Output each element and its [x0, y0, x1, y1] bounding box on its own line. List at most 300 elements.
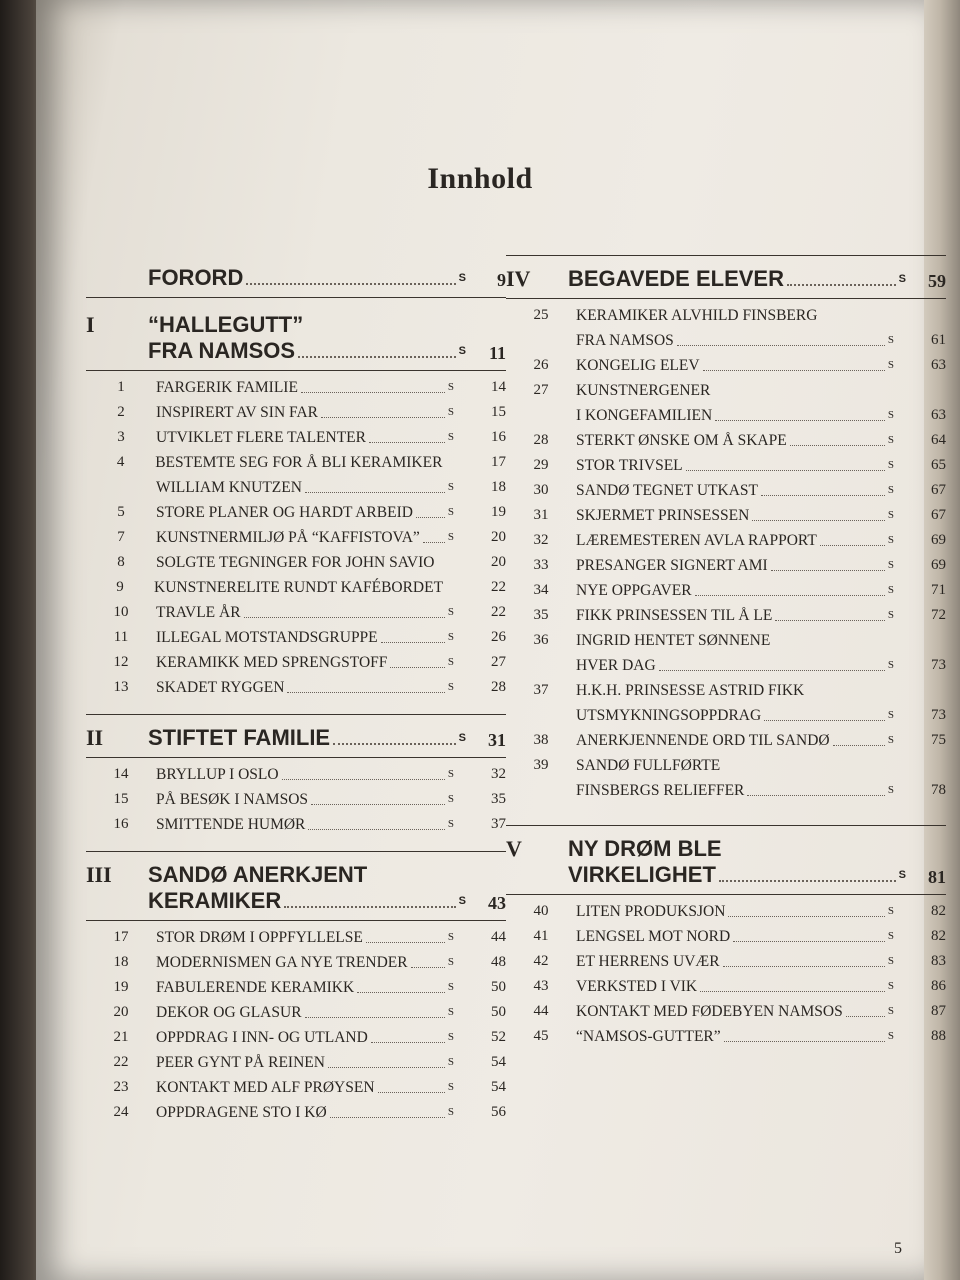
chapter-entry — [86, 625, 506, 650]
section-roman-numeral: IV — [506, 266, 531, 291]
chapter-number: 40 — [533, 903, 549, 919]
leader-dots — [846, 1016, 885, 1017]
chapter-page-number: 63 — [931, 407, 946, 423]
section-roman-numeral: II — [86, 725, 104, 750]
leader-dots — [719, 880, 896, 882]
chapter-number: 2 — [117, 404, 125, 420]
section-title — [148, 862, 480, 914]
leader-dots — [301, 392, 445, 393]
section-header — [86, 714, 506, 758]
leader-dots — [298, 356, 456, 358]
chapter-title: OPPDRAG I INN- OG UTLAND — [156, 1029, 368, 1046]
leader-dots — [686, 470, 885, 471]
leader-dots — [378, 1092, 445, 1093]
section-roman-numeral: V — [506, 836, 522, 861]
chapter-number: 29 — [533, 457, 549, 473]
chapter-page-number: 18 — [491, 479, 506, 495]
chapter-entry-line — [506, 703, 946, 728]
leader-dots — [771, 570, 885, 571]
chapter-title: KERAMIKK MED SPRENGSTOFF — [156, 654, 388, 671]
chapter-number: 10 — [113, 604, 129, 620]
page-abbrev: S — [887, 709, 894, 721]
chapter-entry — [86, 762, 506, 787]
chapter-number: 16 — [113, 816, 129, 832]
chapter-entry — [86, 975, 506, 1000]
chapter-number: 45 — [533, 1028, 549, 1044]
leader-dots — [246, 283, 455, 285]
chapter-number: 20 — [113, 1004, 129, 1020]
chapter-page-number: 44 — [491, 929, 506, 945]
leader-dots — [695, 595, 885, 596]
leader-dots — [677, 345, 885, 346]
page-abbrev: S — [447, 818, 454, 830]
chapter-title: BESTEMTE SEG FOR Å BLI KERAMIKER — [155, 454, 443, 471]
leader-dots — [659, 670, 885, 671]
chapter-title: FINSBERGS RELIEFFER — [576, 782, 745, 799]
chapter-entry — [506, 353, 946, 378]
leader-dots — [284, 906, 455, 908]
chapter-title: BRYLLUP I OSLO — [156, 766, 279, 783]
chapter-number: 41 — [533, 928, 549, 944]
chapter-number: 1 — [117, 379, 125, 395]
page-abbrev: S — [887, 534, 894, 546]
chapter-page-number: 63 — [931, 357, 946, 373]
chapter-entry — [506, 999, 946, 1024]
section-title-line — [148, 888, 480, 914]
chapter-entry — [86, 1000, 506, 1025]
section-page-number: 43 — [488, 893, 506, 913]
chapter-title: SANDØ FULLFØRTE — [576, 757, 721, 774]
chapter-entry — [86, 787, 506, 812]
chapter-title: KONGELIG ELEV — [576, 357, 700, 374]
section-title-text: KERAMIKER — [148, 888, 282, 913]
chapter-number: 8 — [117, 554, 125, 570]
chapter-title: LITEN PRODUKSJON — [576, 903, 726, 920]
chapter-page-number: 73 — [931, 707, 946, 723]
page-abbrev: S — [458, 895, 466, 907]
leader-dots — [723, 966, 885, 967]
chapter-title: FIKK PRINSESSEN TIL Å LE — [576, 607, 773, 624]
chapter-entry — [86, 675, 506, 700]
chapter-page-number: 82 — [931, 928, 946, 944]
chapter-title: FRA NAMSOS — [576, 332, 674, 349]
page-abbrev: S — [887, 334, 894, 346]
chapter-title: SKJERMET PRINSESSEN — [576, 507, 750, 524]
chapter-page-number: 83 — [931, 953, 946, 969]
chapter-title: H.K.H. PRINSESSE ASTRID FIKK — [576, 682, 805, 699]
leader-dots — [308, 829, 444, 830]
section-header — [86, 851, 506, 921]
chapter-entry — [86, 550, 506, 575]
chapter-number: 15 — [113, 791, 129, 807]
leader-dots — [728, 916, 884, 917]
chapter-list — [86, 758, 506, 837]
page-abbrev: S — [887, 584, 894, 596]
chapter-entry-line — [506, 403, 946, 428]
chapter-number: 28 — [533, 432, 549, 448]
chapter-page-number: 16 — [491, 429, 506, 445]
leader-dots — [747, 795, 884, 796]
section-title — [568, 836, 920, 888]
chapter-entry — [86, 450, 506, 475]
chapter-entry — [86, 1025, 506, 1050]
leader-dots — [790, 445, 885, 446]
chapter-page-number: 27 — [491, 654, 506, 670]
chapter-page-number: 78 — [931, 782, 946, 798]
chapter-page-number: 64 — [931, 432, 946, 448]
section-title — [568, 266, 920, 292]
leader-dots — [416, 517, 445, 518]
section-title-line — [568, 862, 920, 888]
chapter-title: “NAMSOS-GUTTER” — [576, 1028, 721, 1045]
book-page — [36, 0, 946, 1280]
chapter-title: MODERNISMEN GA NYE TRENDER — [156, 954, 408, 971]
chapter-number: 13 — [113, 679, 129, 695]
chapter-title: KONTAKT MED FØDEBYEN NAMSOS — [576, 1003, 843, 1020]
chapter-number: 23 — [113, 1079, 129, 1095]
chapter-title: KUNSTNERMILJØ PÅ “KAFFISTOVA” — [156, 529, 420, 546]
chapter-entry — [506, 553, 946, 578]
chapter-page-number: 35 — [491, 791, 506, 807]
chapter-entry — [506, 578, 946, 603]
chapter-entry — [86, 600, 506, 625]
section-roman-numeral: I — [86, 312, 95, 337]
page-abbrev: S — [887, 509, 894, 521]
chapter-entry — [506, 628, 946, 678]
chapter-page-number: 86 — [931, 978, 946, 994]
chapter-title: STOR DRØM I OPPFYLLELSE — [156, 929, 363, 946]
chapter-title: I KONGEFAMILIEN — [576, 407, 713, 424]
leader-dots — [820, 545, 885, 546]
chapter-title: INGRID HENTET SØNNENE — [576, 632, 771, 649]
chapter-page-number: 22 — [491, 579, 506, 595]
chapter-page-number: 17 — [491, 454, 506, 470]
chapter-page-number: 69 — [931, 557, 946, 573]
chapter-number: 22 — [113, 1054, 129, 1070]
page-abbrev: S — [447, 768, 454, 780]
chapter-number: 39 — [533, 757, 549, 773]
chapter-entry — [86, 950, 506, 975]
chapter-title: SOLGTE TEGNINGER FOR JOHN SAVIO — [156, 554, 435, 571]
chapter-page-number: 88 — [931, 1028, 946, 1044]
chapter-entry — [86, 650, 506, 675]
chapter-entry — [506, 949, 946, 974]
chapter-number: 4 — [116, 454, 125, 470]
chapter-title: VERKSTED I VIK — [576, 978, 698, 995]
chapter-entry — [86, 1075, 506, 1100]
chapter-number: 17 — [113, 929, 129, 945]
chapter-page-number: 50 — [491, 979, 506, 995]
chapter-entry — [506, 303, 946, 353]
chapter-number: 42 — [533, 953, 549, 969]
chapter-title: ANERKJENNENDE ORD TIL SANDØ — [576, 732, 830, 749]
chapter-entry — [86, 1100, 506, 1125]
chapter-entry — [86, 1050, 506, 1075]
chapter-entry — [86, 812, 506, 837]
chapter-entry — [86, 925, 506, 950]
leader-dots — [282, 779, 445, 780]
chapter-entry-line — [506, 678, 946, 703]
leader-dots — [761, 495, 885, 496]
page-abbrev: S — [887, 359, 894, 371]
chapter-page-number: 67 — [931, 482, 946, 498]
chapter-title: ILLEGAL MOTSTANDSGRUPPE — [156, 629, 378, 646]
page-abbrev: S — [887, 955, 894, 967]
section-title-line — [148, 725, 480, 751]
chapter-title: TRAVLE ÅR — [156, 604, 241, 621]
chapter-title: SKADET RYGGEN — [156, 679, 285, 696]
leader-dots — [366, 942, 445, 943]
page-abbrev: S — [887, 930, 894, 942]
section-header — [506, 825, 946, 895]
page-abbrev: S — [447, 606, 454, 618]
page-number: 5 — [894, 1240, 902, 1257]
chapter-entry — [86, 375, 506, 400]
forord-page: 9 — [497, 270, 506, 290]
chapter-title: KERAMIKER ALVHILD FINSBERG — [576, 307, 818, 324]
section-title-text: FRA NAMSOS — [148, 338, 296, 363]
chapter-title: PRESANGER SIGNERT AMI — [576, 557, 768, 574]
chapter-entry — [506, 924, 946, 949]
chapter-title: STORE PLANER OG HARDT ARBEID — [156, 504, 413, 521]
page-abbrev: S — [447, 956, 454, 968]
section-header — [506, 255, 946, 299]
chapter-title: ET HERRENS UVÆR — [576, 953, 720, 970]
chapter-number: 38 — [533, 732, 549, 748]
chapter-title: LÆREMESTEREN AVLA RAPPORT — [576, 532, 817, 549]
chapter-page-number: 20 — [491, 554, 506, 570]
chapter-number: 14 — [113, 766, 129, 782]
chapter-page-number: 71 — [931, 582, 946, 598]
chapter-entry — [86, 425, 506, 450]
chapter-page-number: 20 — [491, 529, 506, 545]
page-abbrev: S — [898, 273, 906, 285]
chapter-page-number: 52 — [491, 1029, 506, 1045]
chapter-page-number: 67 — [931, 507, 946, 523]
chapter-page-number: 73 — [931, 657, 946, 673]
chapter-page-number: 54 — [491, 1079, 506, 1095]
chapter-list — [506, 299, 946, 803]
leader-dots — [311, 804, 445, 805]
chapter-number: 32 — [533, 532, 549, 548]
section-title — [148, 725, 480, 751]
chapter-title: HVER DAG — [576, 657, 656, 674]
leader-dots — [715, 420, 885, 421]
chapter-number: 26 — [533, 357, 549, 373]
section-title-text: STIFTET FAMILIE — [148, 725, 331, 750]
page-abbrev: S — [887, 784, 894, 796]
chapter-title: INSPIRERT AV SIN FAR — [156, 404, 319, 421]
page-abbrev: S — [447, 793, 454, 805]
leader-dots — [390, 667, 444, 668]
chapter-title: FABULERENDE KERAMIKK — [156, 979, 355, 996]
chapter-page-number: 69 — [931, 532, 946, 548]
page-abbrev: S — [447, 656, 454, 668]
leader-dots — [305, 492, 445, 493]
page-title: Innhold — [427, 162, 533, 195]
chapter-page-number: 50 — [491, 1004, 506, 1020]
page-abbrev: S — [447, 481, 454, 493]
chapter-entry — [506, 728, 946, 753]
toc-left-column — [86, 265, 506, 1139]
chapter-entry — [86, 575, 506, 600]
section-page-number: 11 — [488, 343, 506, 363]
chapter-entry-line — [506, 328, 946, 353]
chapter-number: 12 — [113, 654, 129, 670]
chapter-page-number: 26 — [491, 629, 506, 645]
page-abbrev: S — [887, 1030, 894, 1042]
chapter-entry — [506, 753, 946, 803]
toc-section-i — [86, 312, 506, 700]
leader-dots — [787, 284, 896, 286]
chapter-title: UTSMYKNINGSOPPDRAG — [576, 707, 762, 724]
chapter-entry — [86, 500, 506, 525]
chapter-entry — [86, 475, 506, 500]
chapter-entry-line — [506, 378, 946, 403]
chapter-number: 21 — [113, 1029, 129, 1045]
chapter-number: 33 — [533, 557, 549, 573]
leader-dots — [357, 992, 445, 993]
chapter-page-number: 22 — [491, 604, 506, 620]
chapter-entry-line — [506, 653, 946, 678]
chapter-page-number: 82 — [931, 903, 946, 919]
chapter-entry-line — [506, 778, 946, 803]
leader-dots — [244, 617, 445, 618]
page-abbrev: S — [458, 732, 466, 744]
chapter-entry-line — [506, 753, 946, 778]
chapter-number: 30 — [533, 482, 549, 498]
section-title-text: BEGAVEDE ELEVER — [568, 266, 784, 291]
leader-dots — [733, 941, 885, 942]
page-abbrev: S — [447, 431, 454, 443]
section-title-line: NY DRØM BLE — [568, 836, 722, 861]
chapter-page-number: 61 — [931, 332, 946, 348]
section-page-number: 31 — [488, 730, 506, 750]
leader-dots — [371, 1042, 445, 1043]
leader-dots — [703, 370, 885, 371]
chapter-title: LENGSEL MOT NORD — [576, 928, 731, 945]
chapter-title: KUNSTNERELITE RUNDT KAFÉBORDET — [154, 579, 444, 596]
leader-dots — [752, 520, 885, 521]
chapter-page-number: 19 — [491, 504, 506, 520]
leader-dots — [330, 1117, 445, 1118]
page-abbrev: S — [887, 905, 894, 917]
chapter-page-number: 65 — [931, 457, 946, 473]
page-abbrev: S — [887, 484, 894, 496]
chapter-number: 7 — [117, 529, 125, 545]
chapter-title: PÅ BESØK I NAMSOS — [156, 791, 309, 808]
page-abbrev: S — [447, 981, 454, 993]
chapter-list — [86, 921, 506, 1125]
chapter-title: UTVIKLET FLERE TALENTER — [156, 429, 366, 446]
chapter-page-number: 48 — [491, 954, 506, 970]
chapter-number: 19 — [113, 979, 129, 995]
chapter-entry — [506, 478, 946, 503]
toc-section-ii — [86, 714, 506, 837]
leader-dots — [369, 442, 445, 443]
section-page-number: 59 — [928, 271, 946, 291]
page-abbrev: S — [887, 980, 894, 992]
chapter-page-number: 14 — [491, 379, 506, 395]
chapter-title: SMITTENDE HUMØR — [156, 816, 306, 833]
page-abbrev: S — [447, 406, 454, 418]
chapter-entry-line — [506, 303, 946, 328]
chapter-number: 27 — [533, 382, 549, 398]
leader-dots — [287, 692, 444, 693]
chapter-number: 35 — [533, 607, 549, 623]
leader-dots — [764, 720, 885, 721]
chapter-page-number: 32 — [491, 766, 506, 782]
chapter-number: 11 — [113, 629, 129, 645]
leader-dots — [833, 745, 885, 746]
leader-dots — [775, 620, 885, 621]
page-abbrev: S — [887, 659, 894, 671]
section-title — [148, 312, 480, 364]
chapter-title: KUNSTNERGENER — [576, 382, 711, 399]
chapter-entry — [506, 453, 946, 478]
chapter-number: 37 — [533, 682, 549, 698]
page-abbrev: S — [458, 345, 466, 357]
section-roman-numeral: III — [86, 862, 112, 887]
chapter-entry — [506, 378, 946, 428]
section-title-line: “HALLEGUTT” — [148, 312, 304, 337]
chapter-title: SANDØ TEGNET UTKAST — [576, 482, 758, 499]
chapter-entry — [506, 428, 946, 453]
page-abbrev: S — [447, 1056, 454, 1068]
section-title-line — [148, 338, 480, 364]
chapter-entry — [86, 525, 506, 550]
page-abbrev: S — [447, 531, 454, 543]
page-abbrev: S — [447, 1106, 454, 1118]
chapter-title: NYE OPPGAVER — [576, 582, 692, 599]
leader-dots — [411, 967, 445, 968]
chapter-list — [506, 895, 946, 1049]
chapter-page-number: 37 — [491, 816, 506, 832]
chapter-page-number: 75 — [931, 732, 946, 748]
section-page-number: 81 — [928, 867, 946, 887]
toc-section-iv — [506, 255, 946, 803]
chapter-entry — [506, 503, 946, 528]
section-title-text: VIRKELIGHET — [568, 862, 716, 887]
leader-dots — [381, 642, 445, 643]
chapter-number: 3 — [117, 429, 125, 445]
page-abbrev: S — [887, 409, 894, 421]
chapter-page-number: 72 — [931, 607, 946, 623]
leader-dots — [423, 542, 445, 543]
chapter-number: 5 — [117, 504, 125, 520]
section-header — [86, 312, 506, 371]
chapter-list — [86, 371, 506, 700]
leader-dots — [724, 1041, 885, 1042]
chapter-number: 36 — [533, 632, 549, 648]
page-abbrev: S — [447, 1081, 454, 1093]
chapter-number: 24 — [113, 1104, 129, 1120]
leader-dots — [321, 417, 445, 418]
page-abbrev: S — [447, 681, 454, 693]
chapter-entry — [506, 678, 946, 728]
page-abbrev: S — [887, 734, 894, 746]
chapter-page-number: 56 — [491, 1104, 506, 1120]
chapter-page-number: 28 — [491, 679, 506, 695]
chapter-page-number: 15 — [491, 404, 506, 420]
chapter-number: 31 — [533, 507, 549, 523]
page-abbrev: S — [887, 459, 894, 471]
chapter-number: 44 — [533, 1003, 549, 1019]
chapter-entry-line — [506, 628, 946, 653]
chapter-title: STERKT ØNSKE OM Å SKAPE — [576, 432, 787, 449]
chapter-entry — [506, 528, 946, 553]
chapter-title: KONTAKT MED ALF PRØYSEN — [156, 1079, 375, 1096]
